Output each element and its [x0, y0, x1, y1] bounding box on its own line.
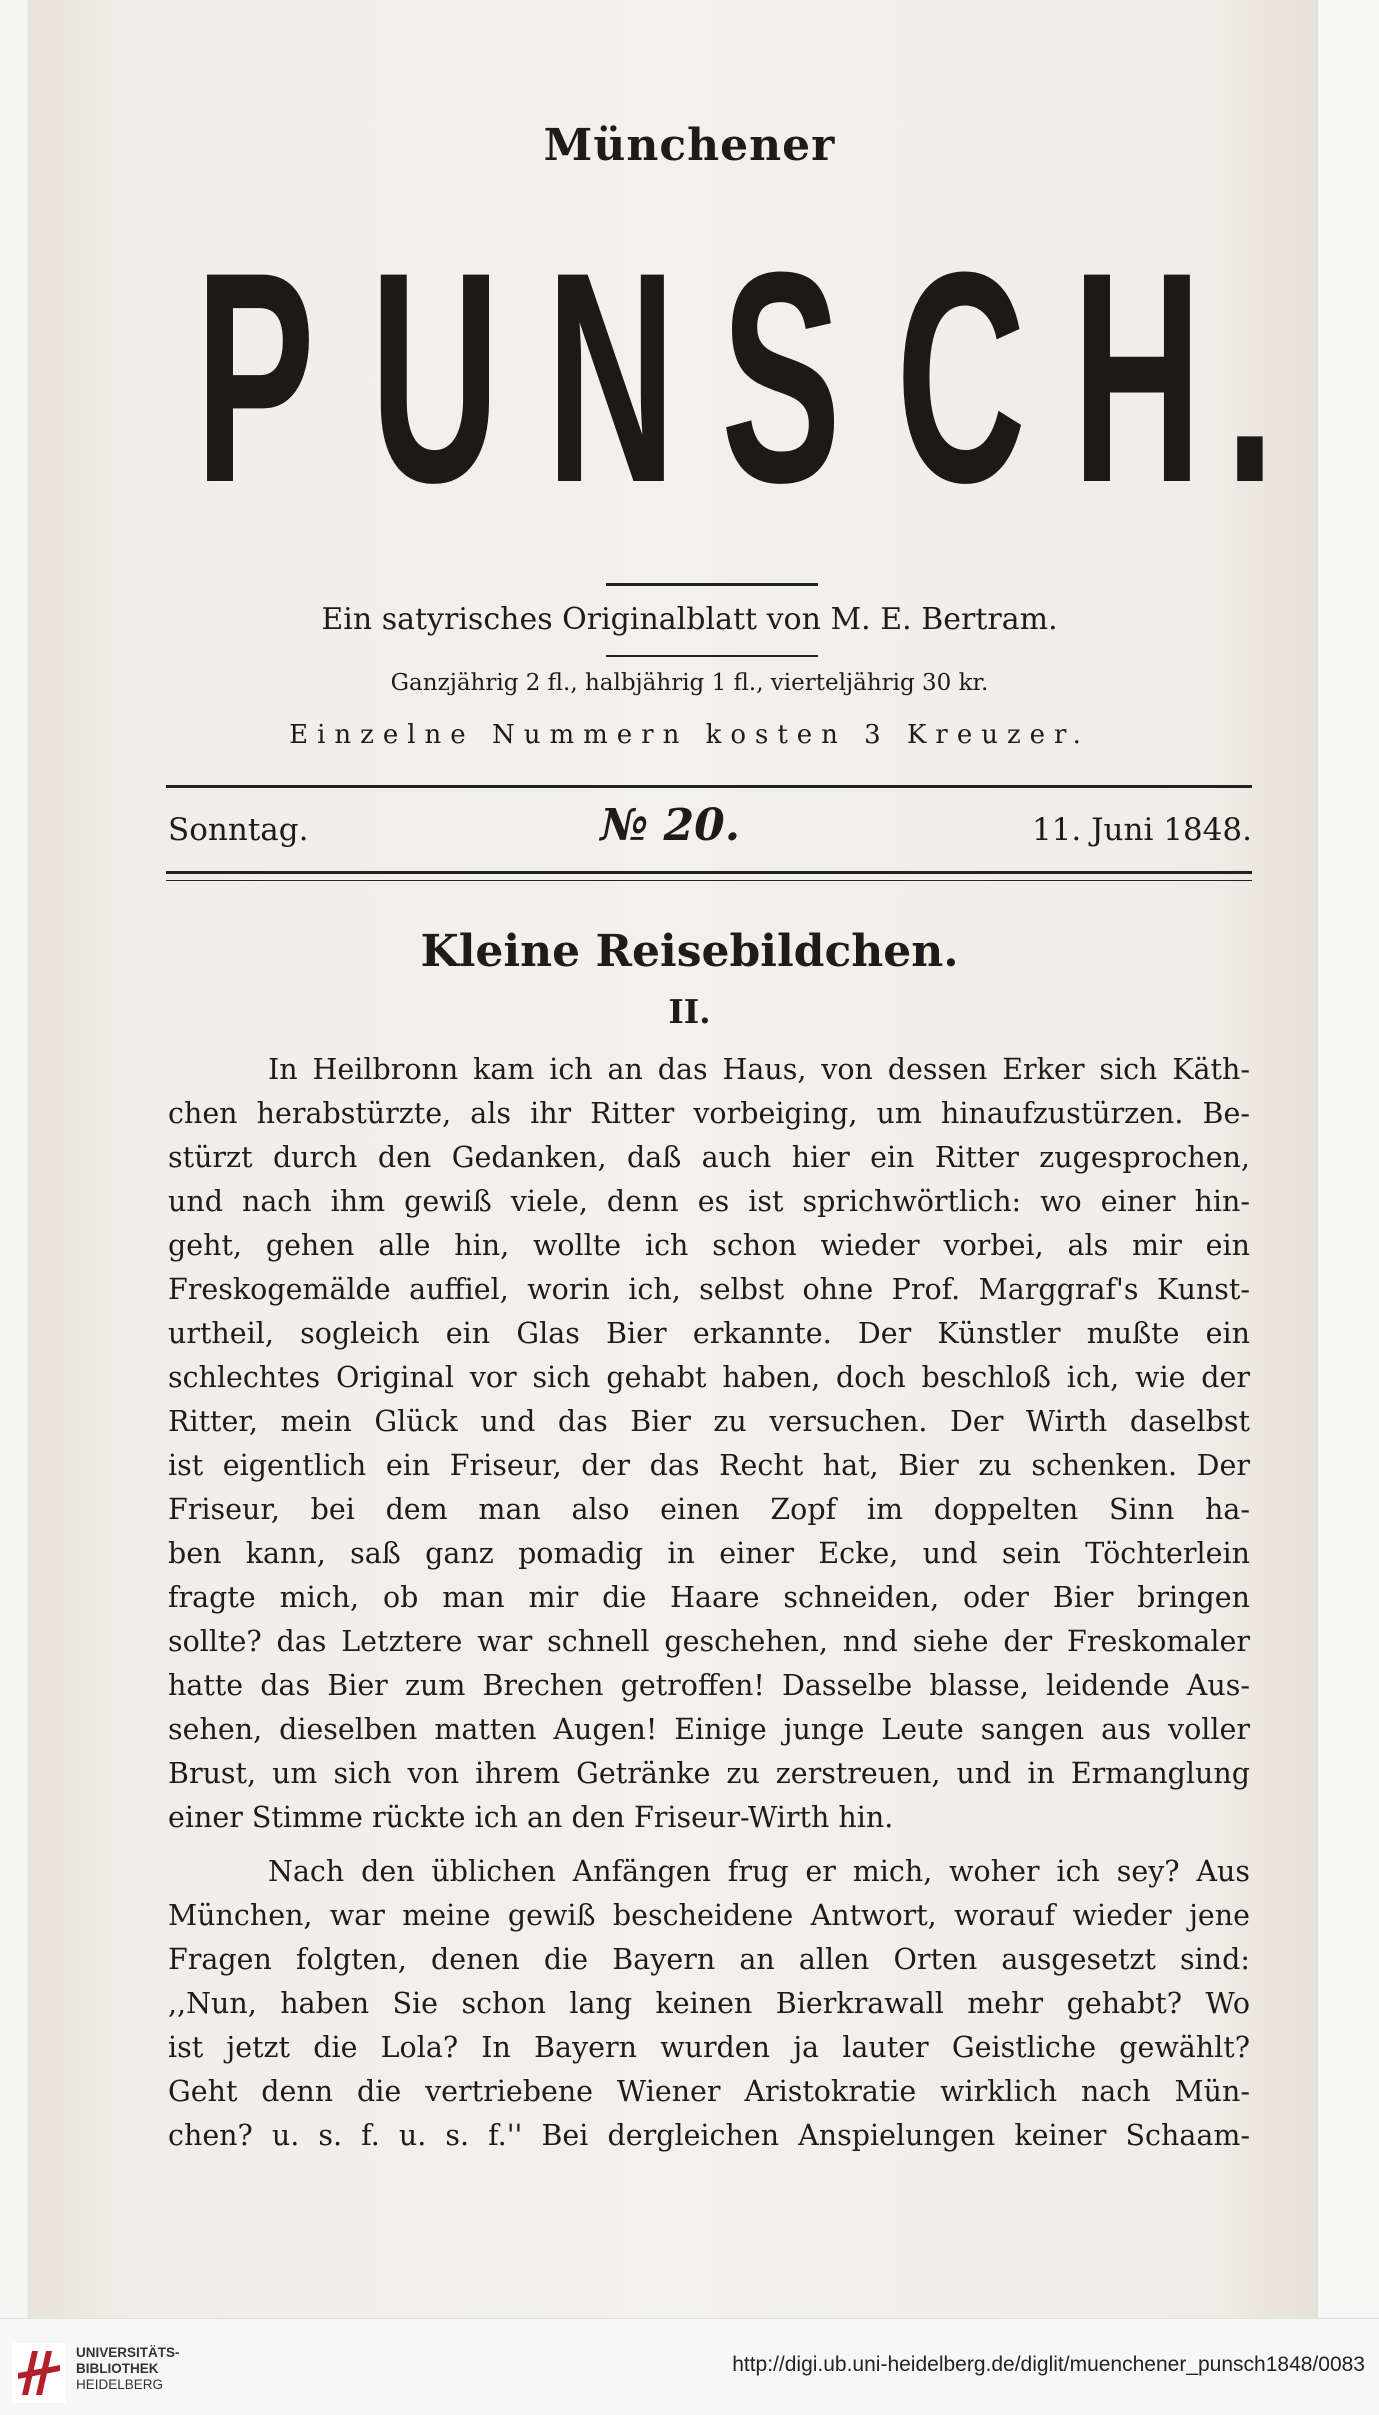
subscription-prices: Ganzjährig 2 fl., halbjährig 1 fl., vierteljährig 30 kr. — [390, 670, 989, 696]
masthead-letter: . — [1224, 209, 1275, 545]
article-line: sollte? das Letztere war schnell geschehen, nnd siehe der Freskomaler — [168, 1625, 1250, 1658]
article-line: Geht denn die vertriebene Wiener Aristokratie wirklich nach Mün- — [168, 2075, 1250, 2108]
masthead-title — [165, 192, 1275, 562]
masthead-rule — [606, 583, 818, 586]
library-logo-icon — [12, 2343, 66, 2403]
issue-number: № 20. — [600, 800, 741, 851]
article-line: chen? u. s. f. u. s. f.'' Bei dergleichen Anspielungen keiner Schaam- — [168, 2119, 1250, 2152]
masthead-letter: N — [545, 209, 676, 545]
single-issue-price: Einzelne Nummern kosten 3 Kreuzer. — [289, 720, 1090, 750]
dateline-bottom-rule — [166, 871, 1252, 874]
article-line: einer Stimme rückte ich an den Friseur-Wirth hin. — [168, 1801, 894, 1834]
library-name-line: BIBLIOTHEK — [76, 2361, 159, 2376]
issue-day: Sonntag. — [168, 812, 309, 848]
article-line: ist eigentlich ein Friseur, der das Recht hat, Bier zu schenken. Der — [168, 1449, 1250, 1482]
article-line: schlechtes Original vor sich gehabt haben, doch beschloß ich, wie der — [168, 1361, 1250, 1394]
tagline: Ein satyrisches Originalblatt von M. E. Bertram. — [321, 602, 1058, 637]
article-line: Freskogemälde auffiel, worin ich, selbst ohne Prof. Marggraf's Kunst- — [168, 1273, 1250, 1306]
article-line: ben kann, saß ganz pomadig in einer Ecke, und sein Töchterlein — [168, 1537, 1250, 1570]
dateline-bottom-rule-thin — [166, 880, 1252, 881]
article-line: chen herabstürzte, als ihr Ritter vorbeiging, um hinaufzustürzen. Be- — [168, 1097, 1250, 1130]
masthead-letter: C — [896, 209, 1027, 545]
article-line: hatte das Bier zum Brechen getroffen! Dasselbe blasse, leidende Aus- — [168, 1669, 1250, 1702]
article-line: Brust, um sich von ihrem Getränke zu zerstreuen, und in Ermanglung — [168, 1757, 1250, 1790]
article-line: Fragen folgten, denen die Bayern an allen Orten ausgesetzt sind: — [168, 1943, 1250, 1976]
masthead-letter: S — [720, 209, 842, 545]
viewer-footer — [0, 2318, 1379, 2415]
masthead-subtitle: Münchener — [543, 120, 836, 171]
article-part: II. — [668, 992, 711, 1031]
library-name-line: HEIDELBERG — [76, 2377, 164, 2392]
article-line: und nach ihm gewiß viele, denn es ist sprichwörtlich: wo einer hin- — [168, 1185, 1250, 1218]
article-line: In Heilbronn kam ich an das Haus, von dessen Erker sich Käth- — [268, 1053, 1250, 1086]
library-name-line: UNIVERSITÄTS- — [76, 2345, 180, 2360]
issue-date: 11. Juni 1848. — [1031, 812, 1252, 848]
article-line: Nach den üblichen Anfängen frug er mich, woher ich sey? Aus — [268, 1855, 1250, 1888]
article-line: urtheil, sogleich ein Glas Bier erkannte. Der Künstler mußte ein — [168, 1317, 1250, 1350]
tagline-rule — [606, 655, 818, 657]
masthead-letter: H — [1071, 209, 1202, 545]
article-line: ,,Nun, haben Sie schon lang keinen Bierkrawall mehr gehabt? Wo — [168, 1987, 1250, 2020]
article-line: Ritter, mein Glück und das Bier zu versuchen. Der Wirth daselbst — [168, 1405, 1250, 1438]
article-line: Friseur, bei dem man also einen Zopf im doppelten Sinn ha- — [168, 1493, 1250, 1526]
page-margin — [1318, 0, 1379, 2318]
article-line: fragte mich, ob man mir die Haare schneiden, oder Bier bringen — [168, 1581, 1250, 1614]
page-url[interactable]: http://digi.ub.uni-heidelberg.de/diglit/muenchener_punsch1848/0083 — [732, 2353, 1365, 2376]
article-line: sehen, dieselben matten Augen! Einige junge Leute sangen aus voller — [168, 1713, 1250, 1746]
dateline-top-rule — [166, 785, 1252, 788]
masthead-letter: U — [370, 209, 501, 545]
article-line: geht, gehen alle hin, wollte ich schon wieder vorbei, als mir ein — [168, 1229, 1250, 1262]
article-line: München, war meine gewiß bescheidene Antwort, worauf wieder jene — [168, 1899, 1250, 1932]
article-line: ist jetzt die Lola? In Bayern wurden ja lauter Geistliche gewählt? — [168, 2031, 1250, 2064]
dateline — [168, 800, 1252, 851]
article-title: Kleine Reisebildchen. — [420, 926, 959, 977]
article-line: stürzt durch den Gedanken, daß auch hier ein Ritter zugesprochen, — [168, 1141, 1250, 1174]
library-name — [76, 2345, 180, 2393]
masthead-letter: P — [195, 209, 316, 545]
